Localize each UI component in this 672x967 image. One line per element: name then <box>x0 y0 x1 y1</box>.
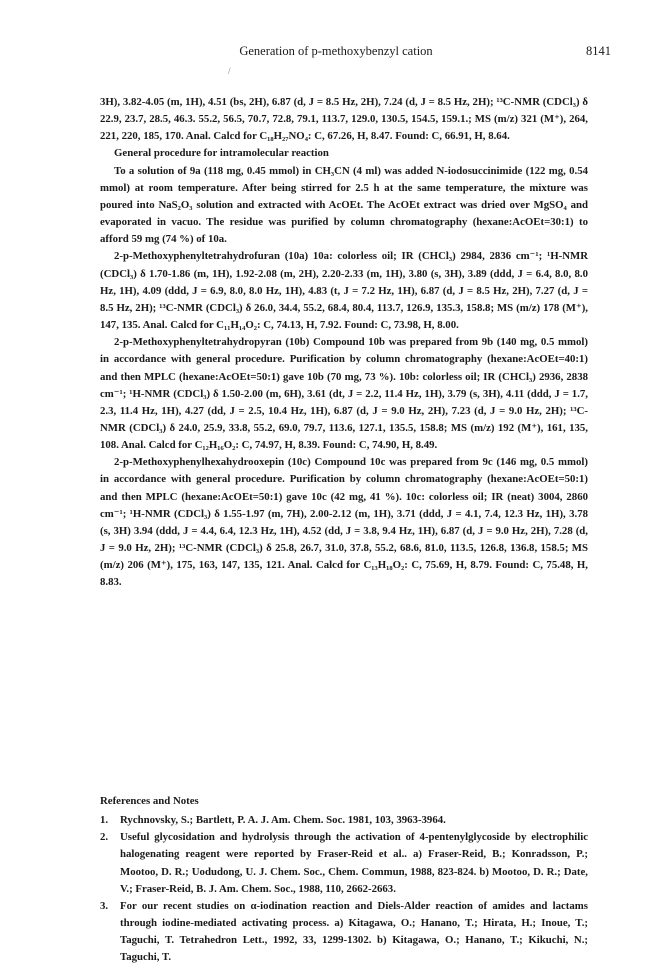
experimental-section <box>100 94 588 592</box>
paragraph-9a-data-continued: 3H), 3.82-4.05 (m, 1H), 4.51 (bs, 2H), 6.87 (d, J = 8.5 Hz, 2H), 7.24 (d, J = 8.5 Hz, 2H); ¹³C-NMR (CDCl₃) δ 22.9, 23.7, 28.5, 46.3. 55.2, 56.5, 70.7, 72.8, 79.1, 113.7, 129.0, 130.5, 154.5, 159.1.; MS (m/z) 321 (M⁺), 264, 221, 220, 185, 170. Anal. Calcd for C₁₈H₂₇NO₄: C, 67.26, H, 8.47. Found: C, 66.91, H, 8.64. <box>100 96 588 143</box>
running-title: Generation of p-methoxybenzyl cation <box>239 44 433 58</box>
compound-10a-data: 10a: colorless oil; IR (CHCl₃) 2984, 2836 cm⁻¹; ¹H-NMR (CDCl₃) δ 1.70-1.86 (m, 1H), 1.92-2.08 (m, 2H), 2.20-2.33 (m, 1H), 3.80 (s, 3H), 3.89 (ddd, J = 6.4, 8.0, 8.0 Hz, 1H), 4.09 (ddd, J = 6.9, 8.0, 8.0 Hz, 1H), 4.83 (t, J = 7.2 Hz, 1H), 6.87 (d, J = 8.5 Hz, 2H), 7.27 (d, J = 8.5 Hz, 2H); ¹³C-NMR (CDCl₃) δ 26.0, 34.4, 55.2, 68.4, 80.4, 113.7, 126.9, 135.3, 158.8; MS (m/z) 178 (M⁺), 147, 135. Anal. Calcd for C₁₁H₁₄O₂: C, 74.13, H, 7.92. Found: C, 73.98, H, 8.00. <box>100 250 588 332</box>
compound-10b-data: Compound 10b was prepared from 9b (140 mg, 0.5 mmol) in accordance with general procedure. Purification by column chromatography (hexane:AcOEt=40:1) and then MPLC (hexane:AcOEt=50:1) gave 10b (70 mg, 73 %). 10b: colorless oil; IR (CHCl₃) 2936, 2838 cm⁻¹; ¹H-NMR (CDCl₃) δ 1.50-2.00 (m, 6H), 3.61 (dt, J = 2.2, 11.4 Hz, 1H), 3.79 (s, 3H), 4.11 (ddd, J = 1.7, 2.3, 11.4 Hz, 1H), 4.27 (dd, J = 2.5, 10.4 Hz, 1H), 6.87 (d, J = 9.0 Hz, 2H), 7.23 (d, J = 9.0 Hz, 2H); ¹³C-NMR (CDCl₃) δ 24.0, 25.9, 33.8, 55.2, 69.0, 79.7, 113.6, 127.1, 135.5, 158.8; MS (m/z) 192 (M⁺), 161, 135, 108. Anal. Calcd for C₁₂H₁₆O₂: C, 74.97, H, 8.39. Found: C, 74.90, H, 8.49. <box>100 336 588 452</box>
references-section <box>100 793 588 967</box>
reference-number: 2. <box>100 831 109 844</box>
reference-item <box>100 812 588 829</box>
reference-number: 3. <box>100 899 109 912</box>
references-title: References and Notes <box>100 795 199 807</box>
page-number: 8141 <box>586 44 611 58</box>
reference-number: 1. <box>100 814 109 827</box>
stray-mark: / <box>228 66 231 76</box>
general-procedure-paragraph: To a solution of 9a (118 mg, 0.45 mmol) in CH₃CN (4 ml) was added N-iodosuccinimide (122 mg, 0.54 mmol) at room temperature. After being stirred for 2.5 h at the same temperature, the mixture was poured into NaS₂O₃ solution and extracted with AcOEt. The AcOEt extract was dried over MgSO₄ and evaporated in vacuo. The residue was purified by column chromatography (hexane:AcOEt=30:1) to afford 59 mg (74 %) of 10a. <box>100 164 588 246</box>
reference-text: For our recent studies on α-iodination reaction and Diels-Alder reaction of amides and lactams through iodine-mediated activating process. a) Kitagawa, O.; Hanano, T.; Hirata, H.; Inoue, T.; Taguchi, T. Tetrahedron Lett., 1992, 33, 1299-1302. b) Kitagawa, O.; Hanano, T.; Kikuchi, N.; Taguchi, T. <box>120 899 588 964</box>
compound-10b-paragraph <box>100 334 588 454</box>
reference-item <box>100 898 588 967</box>
reference-text: Useful glycosidation and hydrolysis through the activation of 4-pentenylglycoside by electrophilic halogenating reagent were reported by Fraser-Reid et al.. a) Fraser-Reid, B.; Konradsson, P.; Mootoo, D. R.; Uodudong, U. J. Chem. Soc., Chem. Commun, 1988, 823-824. b) Mootoo, D. R.; Date, V.; Fraser-Reid, B. J. Am. Chem. Soc., 1988, 110, 2662-2663. <box>120 831 588 895</box>
compound-10a-name: 2-p-Methoxyphenyltetrahydrofuran (10a) <box>114 250 309 263</box>
compound-10a-paragraph <box>100 248 588 334</box>
compound-10c-data: Compound 10c was prepared from 9c (146 mg, 0.5 mmol) in accordance with general procedure. Purification by column chromatography (hexane:AcOEt=50:1) and then MPLC (hexane:AcOEt=50:1) gave 10c (42 mg, 41 %). 10c: colorless oil; IR (neat) 3004, 2860 cm⁻¹; ¹H-NMR (CDCl₃) δ 1.55-1.97 (m, 7H), 2.00-2.12 (m, 1H), 3.71 (ddd, J = 4.1, 7.4, 12.3 Hz, 1H), 3.78 (s, 3H) 3.94 (ddd, J = 4.4, 6.4, 12.3 Hz, 1H), 4.52 (dd, J = 3.8, 9.4 Hz, 1H), 6.87 (d, J = 9.0 Hz, 2H), 7.28 (d, J = 9.0 Hz, 2H); ¹³C-NMR (CDCl₃) δ 25.8, 26.7, 31.0, 37.8, 55.2, 68.6, 81.0, 113.5, 126.8, 136.8, 158.5; MS (m/z) 206 (M⁺), 175, 163, 147, 135, 121. Anal. Calcd for C₁₃H₁₈O₂: C, 75.69, H, 8.79. Found: C, 75.48, H, 8.83. <box>100 456 588 589</box>
compound-10c-paragraph <box>100 454 588 591</box>
compound-10b-name: 2-p-Methoxyphenyltetrahydropyran (10b) <box>114 336 310 349</box>
general-procedure-heading: General procedure for intramolecular reaction <box>114 147 329 160</box>
reference-item <box>100 829 588 898</box>
reference-text: Rychnovsky, S.; Bartlett, P. A. J. Am. Chem. Soc. 1981, 103, 3963-3964. <box>120 814 446 827</box>
compound-10c-name: 2-p-Methoxyphenylhexahydrooxepin (10c) <box>114 456 311 469</box>
